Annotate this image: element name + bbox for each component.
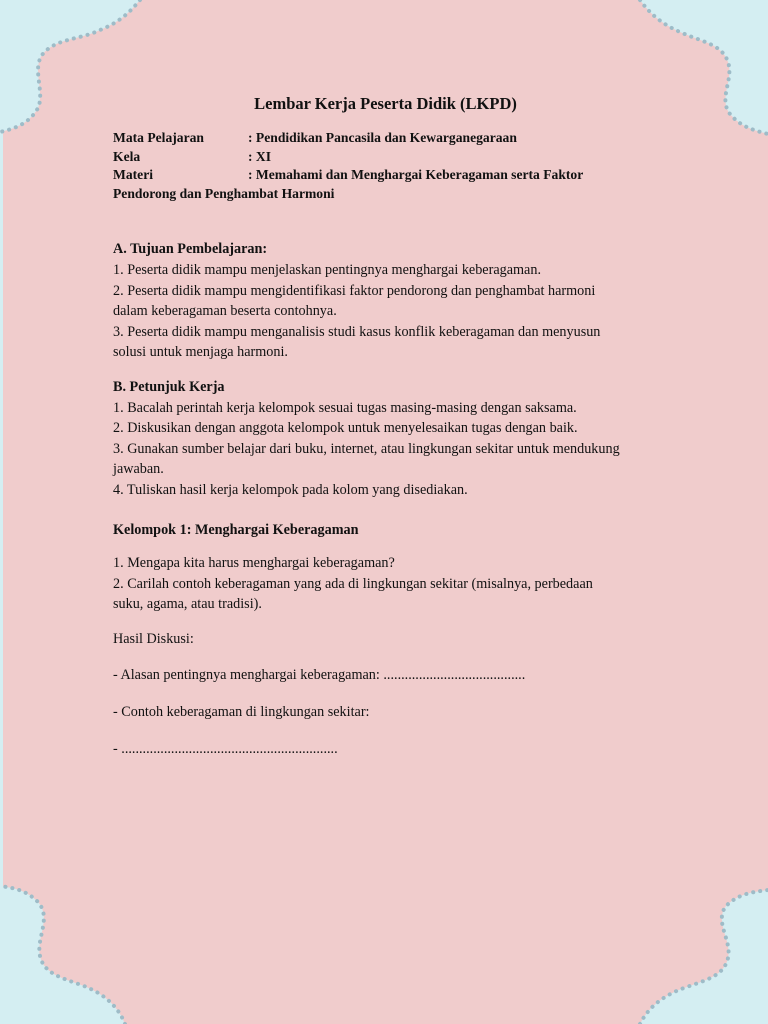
worksheet-page [113,93,658,759]
meta-value: : Memahami dan Menghargai Keberagaman serta Faktor [248,167,584,183]
meta-row-class [113,148,658,167]
meta-row-material [113,166,658,185]
instruction-line: 2. Diskusikan dengan anggota kelompok untuk menyelesaikan tugas dengan baik. [113,420,578,437]
objective-line: 3. Peserta didik mampu menganalisis studi kasus konflik keberagaman dan menyusun [113,323,601,340]
meta-label: Mata Pelajaran [113,130,204,145]
objective-line: 2. Peserta didik mampu mengidentifikasi faktor pendorong dan penghambat harmoni [113,282,596,299]
instruction-line: jawaban. [113,461,164,478]
answer-examples-label: - Contoh keberagaman di lingkungan sekitar: [113,704,370,721]
question-line: suku, agama, atau tradisi). [113,596,262,613]
question-line: 1. Mengapa kita harus menghargai keberagaman? [113,555,395,572]
metadata-block [113,129,658,203]
discussion-label: Hasil Diskusi: [113,630,194,647]
meta-material-continuation: Pendorong dan Penghambat Harmoni [113,185,335,201]
meta-label: Kela [113,148,141,164]
answer-examples-field: - ............................................................. [113,740,338,757]
objective-line: solusi untuk menjaga harmoni. [113,344,288,361]
answer-reason-field: - Alasan pentingnya menghargai keberagaman: ........................................ [113,667,526,684]
objective-line: 1. Peserta didik mampu menjelaskan pentingnya menghargai keberagaman. [113,261,541,278]
meta-value: : XI [248,148,272,164]
meta-label: Materi [113,167,153,183]
question-line: 2. Carilah contoh keberagaman yang ada di lingkungan sekitar (misalnya, perbedaan [113,575,593,592]
section-learning-objectives [113,239,658,363]
meta-row-subject [113,129,658,148]
section-group-1 [113,520,658,760]
meta-value: : Pendidikan Pancasila dan Kewarganegaraan [248,130,517,145]
instruction-line: 1. Bacalah perintah kerja kelompok sesuai tugas masing-masing dengan saksama. [113,399,577,416]
left-edge-strip [0,0,3,1024]
corner-bottom-left [0,886,125,1024]
section-heading: B. Petunjuk Kerja [113,378,225,395]
group-heading: Kelompok 1: Menghargai Keberagaman [113,521,359,538]
instruction-line: 4. Tuliskan hasil kerja kelompok pada kolom yang disediakan. [113,481,468,498]
page-title: Lembar Kerja Peserta Didik (LKPD) [254,94,517,113]
corner-bottom-right [640,890,768,1024]
instruction-line: 3. Gunakan sumber belajar dari buku, internet, atau lingkungan sekitar untuk mendukung [113,440,620,457]
objective-line: dalam keberagaman beserta contohnya. [113,303,337,320]
section-heading: A. Tujuan Pembelajaran: [113,241,268,258]
section-work-instructions [113,377,658,501]
